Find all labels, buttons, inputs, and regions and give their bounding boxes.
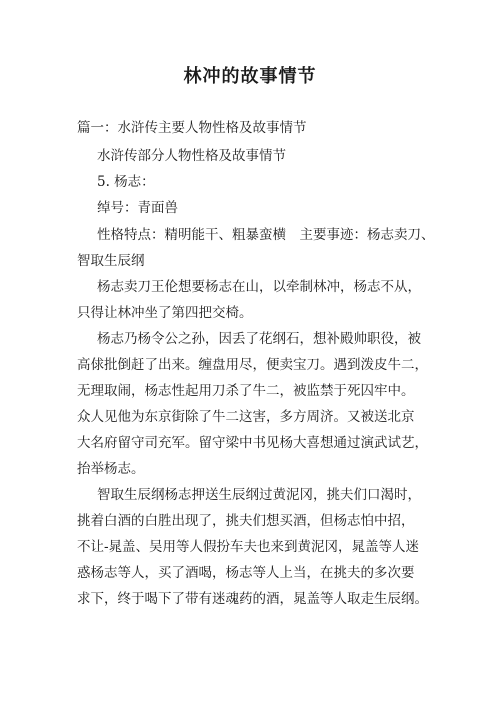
text-line: 挑着白酒的白胜出现了，挑夫们想买酒，但杨志怕中招，	[77, 513, 415, 529]
document-title: 林冲的故事情节	[183, 66, 317, 87]
text-line: 智取生辰纲	[77, 253, 145, 269]
text-line: 不让-晁盖、吴用等人假扮车夫也来到黄泥冈，晁盖等人迷	[77, 539, 420, 555]
text-line: 惑杨志等人，买了酒喝，杨志等人上当，在挑夫的多次要	[77, 565, 415, 581]
text-line: 杨志卖刀王伦想要杨志在山，以牵制林冲，杨志不从，	[97, 279, 421, 295]
text-line: 杨志乃杨令公之孙，因丢了花纲石，想补殿帅职役，被	[97, 331, 421, 347]
text-line: 只得让林冲坐了第四把交椅。	[77, 305, 253, 321]
text-line: 抬举杨志。	[77, 461, 145, 477]
text-line: 高俅批倒赶了出来。缠盘用尽，便卖宝刀。遇到泼皮牛二，	[77, 357, 428, 373]
text-line: 性格特点：精明能干、粗暴蛮横 主要事迹：杨志卖刀、	[97, 227, 435, 243]
text-line: 5. 杨志：	[97, 174, 155, 190]
text-line: 求下，终于喝下了带有迷魂药的酒，晁盖等人取走生辰纲。	[77, 591, 428, 607]
text-line: 篇一：水浒传主要人物性格及故事情节	[77, 120, 307, 136]
text-line: 众人见他为东京街除了牛二这害，多方周济。又被送北京	[77, 409, 415, 425]
text-line: 绰号：青面兽	[97, 200, 178, 216]
text-line: 无理取闹，杨志性起用刀杀了牛二，被监禁于死囚牢中。	[77, 383, 415, 399]
text-line: 水浒传部分人物性格及故事情节	[97, 148, 286, 164]
text-line: 大名府留守司充军。留守梁中书见杨大喜想通过演武试艺，	[77, 435, 428, 451]
text-line: 智取生辰纲杨志押送生辰纲过黄泥冈，挑夫们口渴时，	[97, 487, 421, 503]
